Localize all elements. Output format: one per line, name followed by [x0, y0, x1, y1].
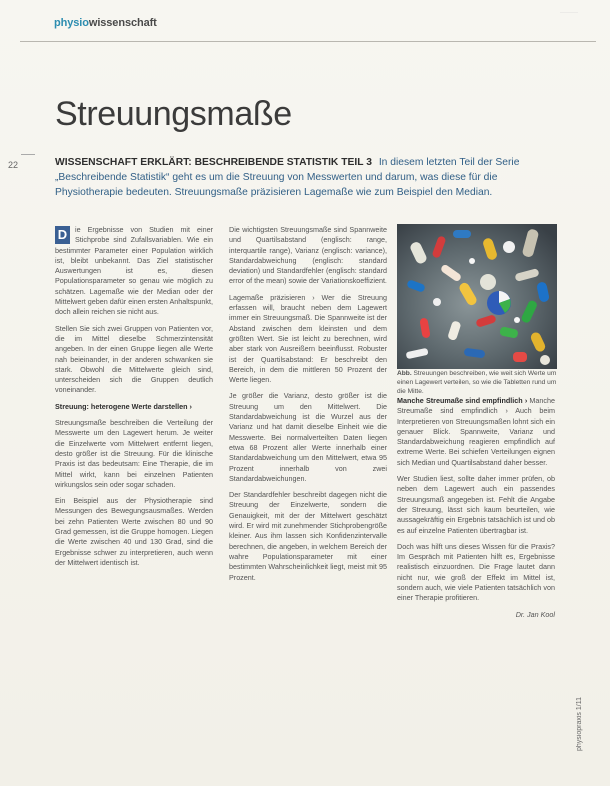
paragraph-2: Stellen Sie sich zwei Gruppen von Patienten vor, die im Mittel dieselbe Schmerzintensität angeben. In der einen Gruppe liegen alle Werte nah beieinander, in der anderen schwanken sie stark. Obwohl die Mittelwerte gleich sind, unterscheiden sich die Gruppen deutlich voneinander.: [55, 323, 213, 395]
body-column-1: [55, 225, 213, 574]
pills-illustration: [397, 224, 557, 369]
caption-label: Abb.: [397, 370, 412, 377]
body-column-3: [397, 396, 555, 620]
paragraph-6: Lagemaße präzisieren › Wer die Streuung erfassen will, braucht neben dem Lagewert immer ein Streuungsmaß. Die Spannweite ist der Abstand zwischen dem kleinsten und dem größten Wert. Sie ist leicht zu berechnen, wird aber stark von Ausreißern beeinflusst. Robuster ist der Quartilsabstand: Er beschreibt den Bereich, in dem die mittleren 50 Prozent der Werte liegen.: [229, 292, 387, 385]
paragraph-7: Je größer die Varianz, desto größer ist die Streuung um den Mittelwert. Die Standardabweichung ist die Wurzel aus der Varianz und hat damit dieselbe Einheit wie die Messwerte. Bei normalverteilten Daten liegen etwa 68 Prozent aller Werte innerhalb einer Standardabweichung um den Mittelwert, etwa 95 Prozent innerhalb von zwei Standardabweichungen.: [229, 391, 387, 483]
section-tag: [54, 17, 157, 29]
paragraph-9: [397, 396, 555, 468]
side-tab: physiopraxis 1/11: [576, 697, 583, 751]
author-name: Dr. Jan Kool: [515, 609, 555, 619]
paragraph-8: Der Standardfehler beschreibt dagegen nicht die Streuung der Einzelwerte, sondern die Genauigkeit, mit der der Mittelwert geschätzt wird. Er wird mit zunehmender Stichprobengröße kleiner. Aus ihm lassen sich Konfidenzintervalle berechnen, die angeben, in welchem Bereich der wahre Populationsparameter mit einer bestimmten Wahrscheinlichkeit liegt, meist mit 95 Prozent.: [229, 490, 387, 582]
paragraph-4: Ein Beispiel aus der Physiotherapie sind Messungen des Bewegungsausmaßes. Werden bei zehn Patienten Werte zwischen 80 und 90 Grad gemessen, ist die Gruppe homogen. Liegen die Werte zwischen 40 und 130 Grad, sind die Ergebnisse schwer zu interpretieren, auch wenn der Mittelwert identisch ist.: [55, 496, 213, 567]
paragraph-5: Die wichtigsten Streuungsmaße sind Spannweite und Quartilsabstand (englisch: range, interquartile range), Varianz (englisch: variance), Standardabweichung (englisch: standard deviation) und Standardfehler (englisch: standard error of the mean) sowie der Variationskoeffizient.: [229, 225, 387, 286]
page-number-rule: [21, 154, 35, 155]
section-prefix: physio: [54, 17, 89, 29]
header-mark: [560, 12, 578, 23]
lead-kicker: WISSENSCHAFT ERKLÄRT: BESCHREIBENDE STATISTIK TEIL 3: [55, 157, 372, 168]
article-title: Streuungsmaße: [55, 95, 292, 133]
page-number: 22: [8, 160, 19, 170]
drop-cap: D: [55, 226, 70, 244]
subheading-streuung: Streuung: heterogene Werte darstellen ›: [55, 401, 192, 411]
paragraph-10: Wer Studien liest, sollte daher immer prüfen, ob neben dem Lagewert auch ein passendes Streuungsmaß angegeben ist. Fehlt die Angabe der Streuung, lässt sich kaum beurteilen, wie aussagekräftig ein Ergebnis tatsächlich ist und ob es auf einzelne Patienten übertragbar ist.: [397, 474, 555, 535]
pills-photo: [397, 224, 557, 369]
paragraph-1-text: ie Ergebnisse von Studien mit einer Stichprobe sind Zufallsvariablen. Wie ein bestimmter Parameter einer Population wirklich ist, bleibt unbekannt. Das Ziel statistischer Auswertungen ist es, diesen Populationsparameter so genau wie möglich zu schätzen. Lagemaße wie der Median oder der Mittelwert geben dafür einen ersten Anhaltspunkt, doch allein reichen sie nicht aus.: [55, 225, 213, 317]
paragraph-9-text: Manche Streumaße sind empfindlich › Auch beim Interpretieren von Streuungsmaßen lohnt sich ein genauer Blick. Spannweite, Varianz und Standardabweichung reagieren empfindlich auf extreme Werte. Bei schiefen Verteilungen eignen sich Median und Quartilsabstand daher besser.: [397, 396, 555, 467]
section-suffix: wissenschaft: [88, 17, 157, 29]
lead-text: In diesem letzten Teil der Serie „Beschreibende Statistik“ geht es um die Streuung von Messwerten und darum, was diese für die Physiotherapie bedeuten. Streuungsmaße präzisieren Lagemaße wie zum Beispiel den Median.: [55, 157, 520, 198]
paragraph-1: [55, 225, 213, 318]
body-column-2: [229, 225, 387, 589]
caption-text: Streuungen beschreiben, wie weit sich Werte um einen Lagewert verteilen, so wie die Tabletten rund um die Mitte.: [397, 370, 557, 395]
paragraph-3: Streuungsmaße beschreiben die Verteilung der Messwerte um den Lagewert herum. Je weiter die Einzelwerte vom Mittelwert entfernt liegen, desto größer ist die Streuung. Für die klinische Praxis ist das bedeutsam: Eine Therapie, die im Mittel wirkt, kann bei einzelnen Patienten wirkungslos sein oder sogar schaden.: [55, 418, 213, 489]
subheading-empfindlich: Manche Streumaße sind empfindlich ›: [397, 396, 528, 405]
lead-paragraph: [55, 155, 555, 200]
paragraph-11: Doch was hilft uns dieses Wissen für die Praxis? Im Gespräch mit Patienten hilft es, Ergebnisse realistisch einzuordnen. Die Frage lautet dann nicht nur, wie groß der Effekt im Mittel ist, sondern auch, wie viele Patienten tatsächlich von einer Therapie profitieren.: [397, 541, 555, 603]
header-rule: [20, 41, 596, 42]
photo-caption: [397, 369, 559, 396]
